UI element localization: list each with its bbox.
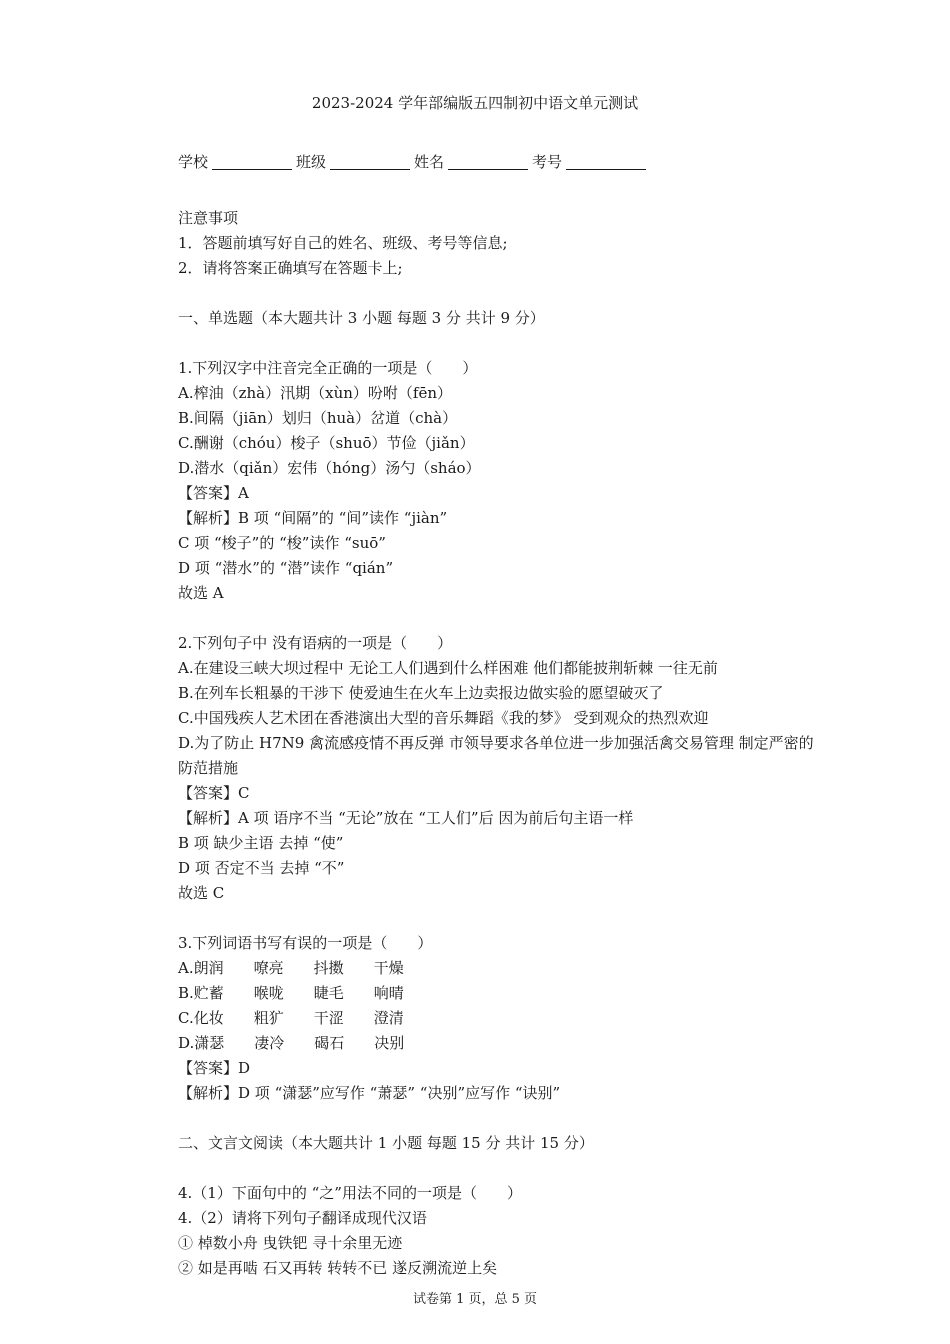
q2-stem: 2.下列句子中 没有语病的一项是（ ） [178, 634, 453, 652]
q1-option-d: D.潜水（qiǎn）宏伟（hóng）汤勺（sháo） [178, 459, 481, 477]
section-1-heading: 一、单选题（本大题共计 3 小题 每题 3 分 共计 9 分） [178, 309, 545, 327]
class-blank[interactable] [330, 153, 410, 170]
q3-option-a: A.朗润 嘹亮 抖擞 干燥 [178, 959, 404, 977]
q3-option-b: B.贮蓄 喉咙 睫毛 响晴 [178, 984, 404, 1002]
school-blank[interactable] [212, 153, 292, 170]
note-item-2: 2．请将答案正确填写在答题卡上; [178, 259, 403, 277]
q3-option-d: D.潇瑟 凄冷 碣石 决别 [178, 1034, 405, 1052]
exam-content [178, 150, 818, 1281]
q4-part-1: 4.（1）下面句中的 “之”用法不同的一项是（ ） [178, 1184, 522, 1202]
q2-analysis-1: 【解析】A 项 语序不当 “无论”放在 “工人们”后 因为前后句主语一样 [178, 809, 634, 827]
student-info-row [178, 150, 818, 175]
q1-analysis-4: 故选 A [178, 584, 224, 602]
q1-answer: 【答案】A [178, 484, 249, 502]
note-item-1: 1．答题前填写好自己的姓名、班级、考号等信息; [178, 234, 508, 252]
q3-answer: 【答案】D [178, 1059, 251, 1077]
q2-answer: 【答案】C [178, 784, 250, 802]
q4-sentence-1: ① 棹数小舟 曳铁钯 寻十余里无迹 [178, 1234, 403, 1252]
q4-part-2: 4.（2）请将下列句子翻译成现代汉语 [178, 1209, 427, 1227]
name-blank[interactable] [448, 153, 528, 170]
number-blank[interactable] [566, 153, 646, 170]
q2-option-a: A.在建设三峡大坝过程中 无论工人们遇到什么样困难 他们都能披荆斩棘 一往无前 [178, 659, 718, 677]
q1-option-c: C.酬谢（chóu）梭子（shuō）节俭（jiǎn） [178, 434, 475, 452]
q2-option-c: C.中国残疾人艺术团在香港演出大型的音乐舞蹈《我的梦》 受到观众的热烈欢迎 [178, 709, 709, 727]
q3-analysis-1: 【解析】D 项 “潇瑟”应写作 “萧瑟” “决别”应写作 “诀别” [178, 1084, 561, 1102]
q1-stem: 1.下列汉字中注音完全正确的一项是（ ） [178, 359, 478, 377]
q2-option-b: B.在列车长粗暴的干涉下 使爱迪生在火车上边卖报边做实验的愿望破灭了 [178, 684, 664, 702]
notes-heading: 注意事项 [178, 209, 239, 227]
page-footer: 试卷第 1 页，总 5 页 [412, 1292, 538, 1307]
q1-analysis-2: C 项 “梭子”的 “梭”读作 “suō” [178, 534, 386, 552]
name-label: 姓名 [414, 153, 445, 171]
q2-analysis-2: B 项 缺少主语 去掉 “使” [178, 834, 344, 852]
q2-analysis-4: 故选 C [178, 884, 225, 902]
exam-title: 2023-2024 学年部编版五四制初中语文单元测试 [311, 94, 639, 112]
q1-option-b: B.间隔（jiān）划归（huà）岔道（chà） [178, 409, 458, 427]
q2-analysis-3: D 项 否定不当 去掉 “不” [178, 859, 345, 877]
q3-option-c: C.化妆 粗犷 干涩 澄清 [178, 1009, 404, 1027]
number-label: 考号 [532, 153, 563, 171]
q1-analysis-3: D 项 “潜水”的 “潜”读作 “qián” [178, 559, 394, 577]
class-label: 班级 [296, 153, 327, 171]
q2-option-d: D.为了防止 H7N9 禽流感疫情不再反弹 市领导要求各单位进一步加强活禽交易管理 制定严密的防范措施 [178, 734, 814, 777]
q3-stem: 3.下列词语书写有误的一项是（ ） [178, 934, 433, 952]
section-2-heading: 二、文言文阅读（本大题共计 1 小题 每题 15 分 共计 15 分） [178, 1134, 594, 1152]
q4-sentence-2: ② 如是再啮 石又再转 转转不已 遂反溯流逆上矣 [178, 1259, 498, 1277]
q1-option-a: A.榨油（zhà）汛期（xùn）吩咐（fēn） [178, 384, 452, 402]
q1-analysis-1: 【解析】B 项 “间隔”的 “间”读作 “jiàn” [178, 509, 448, 527]
school-label: 学校 [178, 153, 209, 171]
